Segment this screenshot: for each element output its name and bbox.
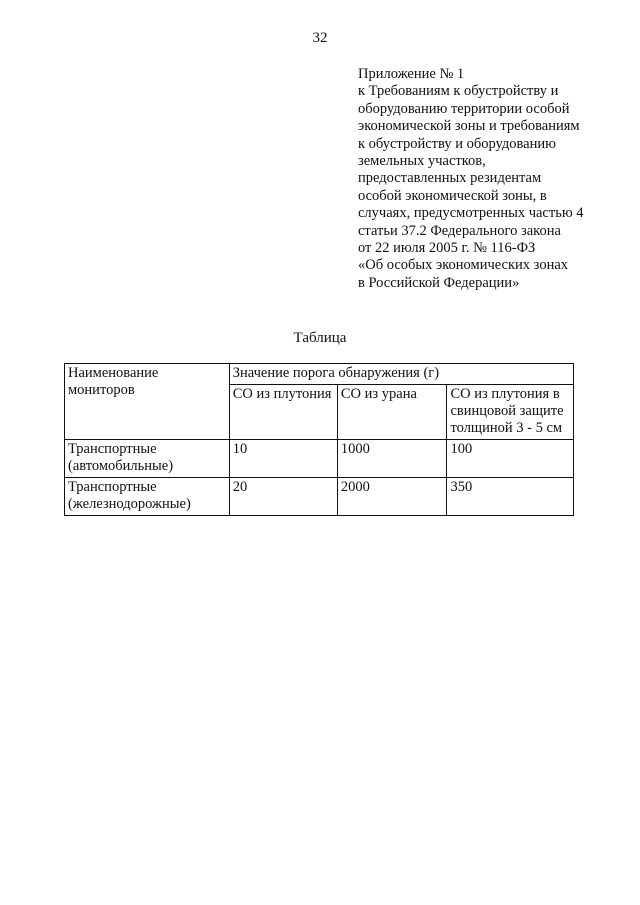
appendix-line: в Российской Федерации» — [358, 274, 520, 291]
appendix-line: предоставленных резидентам — [358, 170, 542, 187]
monitor-name-header: Наименование мониторов — [65, 364, 230, 440]
value-cell: 350 — [447, 478, 574, 516]
table-row — [65, 440, 574, 478]
value-cell: 20 — [229, 478, 337, 516]
table-header-row — [65, 364, 574, 385]
monitor-name-cell: Транспортные (автомобильные) — [65, 440, 230, 478]
appendix-line: оборудованию территории особой — [358, 100, 570, 117]
detection-threshold-table — [64, 363, 574, 516]
table-caption: Таблица — [293, 330, 347, 346]
appendix-line: Приложение № 1 — [358, 66, 465, 82]
appendix-note — [358, 66, 618, 292]
appendix-line: экономической зоны и требованиям — [358, 118, 580, 135]
monitor-name-cell: Транспортные (железнодорожные) — [65, 478, 230, 516]
appendix-line: земельных участков, — [358, 153, 486, 170]
appendix-line: к обустройству и оборудованию — [358, 135, 556, 152]
appendix-line: случаях, предусмотренных частью 4 — [358, 205, 584, 222]
appendix-line: особой экономической зоны, в — [358, 187, 547, 204]
appendix-line: статьи 37.2 Федерального закона — [358, 222, 561, 239]
subheader-plutonium-shielded: СО из плутония в свинцовой защите толщиной 3 - 5 см — [447, 385, 574, 440]
value-cell: 1000 — [337, 440, 447, 478]
value-cell: 10 — [229, 440, 337, 478]
threshold-group-header: Значение порога обнаружения (г) — [229, 364, 573, 385]
value-cell: 100 — [447, 440, 574, 478]
subheader-plutonium: СО из плутония — [229, 385, 337, 440]
appendix-line: к Требованиям к обустройству и — [358, 83, 559, 100]
table-row — [65, 478, 574, 516]
appendix-line: «Об особых экономических зонах — [358, 257, 569, 274]
value-cell: 2000 — [337, 478, 447, 516]
subheader-uranium: СО из урана — [337, 385, 447, 440]
page-number: 32 — [312, 30, 328, 46]
appendix-line: от 22 июля 2005 г. № 116-ФЗ — [358, 240, 536, 257]
